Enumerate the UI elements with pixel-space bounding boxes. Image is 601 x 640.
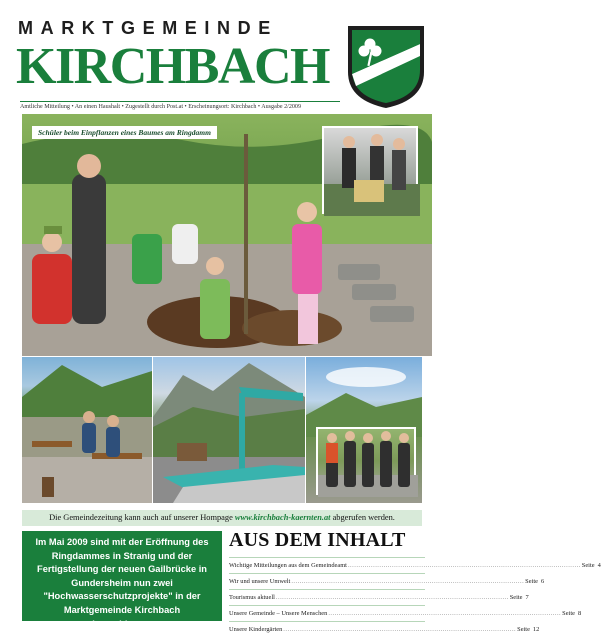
hero-caption: Schüler beim Einpflanzen eines Baumes am Ringdamm [32,126,217,139]
table-of-contents [229,557,601,637]
toc-item[interactable]: Tourismus aktuell ..... Seite 7 [229,589,425,605]
masthead-top-line: MARKTGEMEINDE [18,18,278,38]
masthead-title: KIRCHBACH [16,38,329,95]
inset-ceremony-illustration [324,128,420,216]
photo-gail-bridge [153,357,305,503]
toc-item[interactable]: Unsere Kindergärten ..... Seite 12 [229,621,425,637]
photo-people-seated [22,357,152,503]
hero-inset-photo [322,126,418,214]
shamrock-crest-icon [344,22,428,110]
officials-illustration [318,429,418,497]
photo-mountains [306,357,422,503]
toc-item[interactable]: Wichtige Mitteilungen aus dem Gemeindeamt ..... Seite 4 [229,557,425,573]
contents-title: AUS DEM INHALT [229,529,406,551]
masthead-subline: Amtliche Mitteilung • An einen Haushalt • Zugestellt durch Post.at • Erscheinungsort: Kirchbach • Ausgabe 2/2009 [20,101,340,110]
bridge-illustration [153,357,305,503]
homepage-link[interactable]: www.kirchbach-kaernten.at [234,513,331,522]
lead-article-box: Im Mai 2009 sind mit der Eröffnung des Ringdammes in Stranig und der Fertigstellung der neuen Gailbrücke in Gundersheim nun zwei "Hochwasserschutzprojekte" in der Marktgemeinde Kirchbach abgeschlossen. [22,531,222,621]
toc-item[interactable]: Unsere Gemeinde – Unsere Menschen ..... Seite 8 [229,605,425,621]
seated-people-illustration [22,357,152,503]
hero-photo [22,114,432,356]
notice-text-before: Die Gemeindezeitung kann auch auf unserer Hompage [49,513,233,522]
toc-item[interactable]: Wir und unsere Umwelt ..... Seite 6 [229,573,425,589]
photo-officials-group [316,427,416,495]
notice-text-after: abgerufen werden. [332,513,395,522]
homepage-notice [22,510,422,526]
